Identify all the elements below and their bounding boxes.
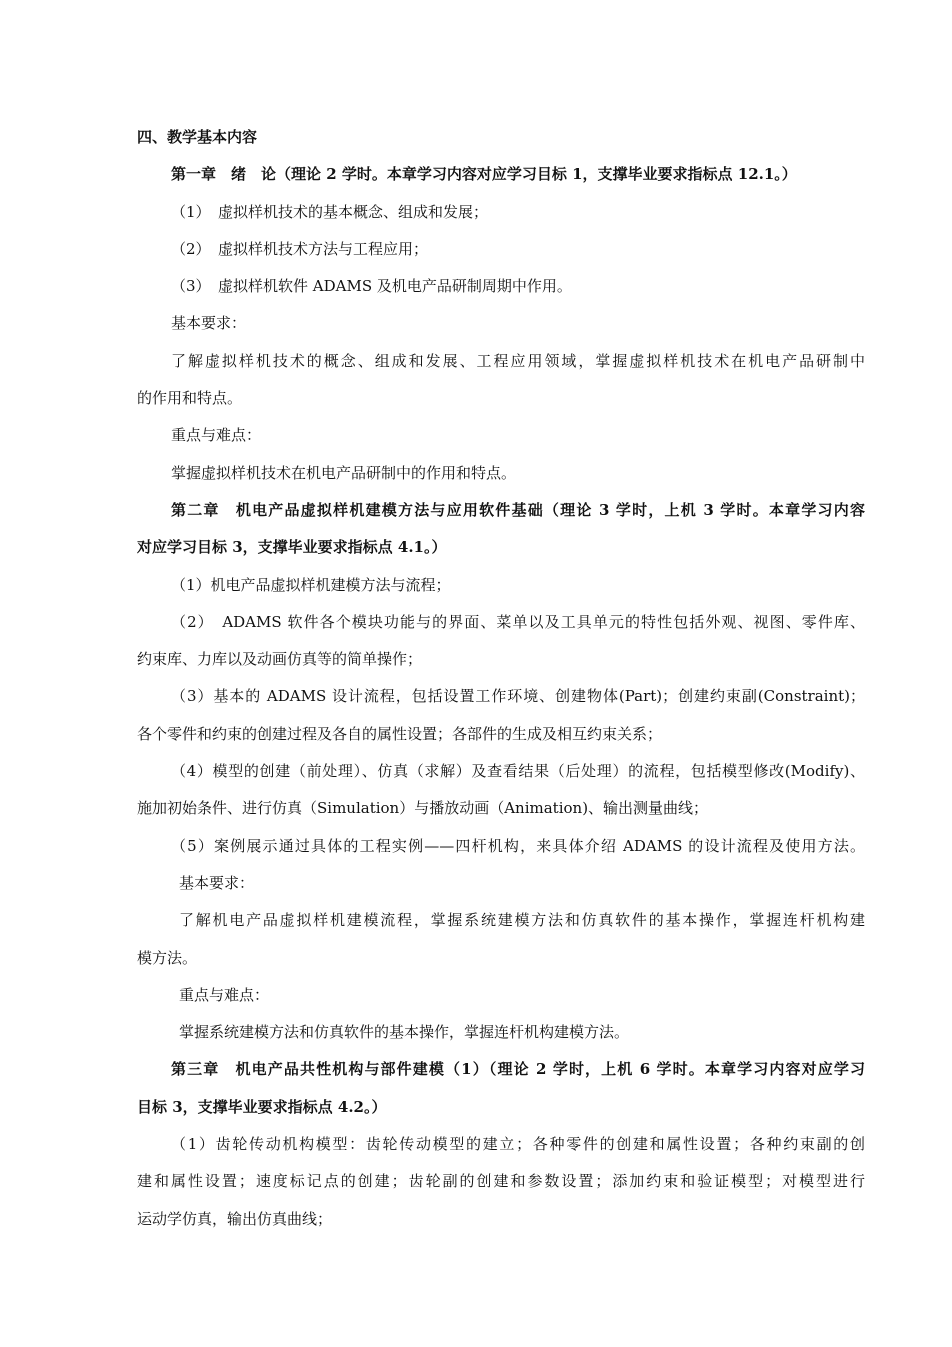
section-heading: 四、教学基本内容: [137, 128, 258, 146]
chapter-2-title-2: 对应学习目标 3，支撑毕业要求指标点 4.1。）: [137, 538, 447, 557]
chapter-1-item-1: （1） 虚拟样机技术的基本概念、组成和发展；: [171, 202, 489, 221]
chapter-2-item-4-line-2: 施加初始条件、进行仿真（Simulation）与播放动画（Animation)、输出测量曲线；: [137, 799, 709, 818]
chapter-2-requirements-label: 基本要求：: [179, 873, 255, 892]
chapter-2-key-points-label: 重点与难点：: [179, 985, 270, 1004]
chapter-2-item-1: （1）机电产品虚拟样机建模方法与流程；: [171, 575, 451, 594]
chapter-2-requirements-text-2: 模方法。: [137, 948, 198, 967]
chapter-1-requirements-label: 基本要求：: [171, 314, 247, 333]
chapter-1-key-points-text: 掌握虚拟样机技术在机电产品研制中的作用和特点。: [171, 463, 517, 482]
chapter-1-item-2: （2） 虚拟样机技术方法与工程应用；: [171, 239, 429, 258]
chapter-3-title-2: 目标 3，支撑毕业要求指标点 4.2。）: [137, 1097, 387, 1116]
chapter-2-item-2-line-2: 约束库、力库以及动画仿真等的简单操作；: [137, 650, 423, 669]
chapter-2-item-3-line-2: 各个零件和约束的创建过程及各自的属性设置；各部件的生成及相互约束关系；: [137, 724, 663, 743]
page-content: [137, 119, 865, 1238]
chapter-1-key-points-label: 重点与难点：: [171, 426, 262, 445]
chapter-1-requirements-text-2: 的作用和特点。: [137, 389, 243, 408]
chapter-3-title-1: 第三章 机电产品共性机构与部件建模（1）（理论 2 学时，上机 6 学时。本章学习内容对应学习: [171, 1060, 865, 1079]
chapter-2-item-4-line-1: （4）模型的创建（前处理）、仿真（求解）及查看结果（后处理）的流程，包括模型修改(Modify)、: [171, 762, 865, 781]
chapter-3-item-1-line-1: （1）齿轮传动机构模型：齿轮传动模型的建立；各种零件的创建和属性设置；各种约束副的创: [171, 1135, 865, 1154]
chapter-1-title: 第一章 绪 论（理论 2 学时。本章学习内容对应学习目标 1，支撑毕业要求指标点 12.1。）: [171, 165, 797, 184]
chapter-1-requirements-text-1: 了解虚拟样机技术的概念、组成和发展、工程应用领域，掌握虚拟样机技术在机电产品研制中: [171, 351, 865, 370]
chapter-2-requirements-text-1: 了解机电产品虚拟样机建模流程，掌握系统建模方法和仿真软件的基本操作，掌握连杆机构建: [179, 911, 865, 930]
chapter-2-item-5: （5）案例展示通过具体的工程实例——四杆机构，来具体介绍 ADAMS 的设计流程及使用方法。: [171, 836, 865, 855]
chapter-2-item-3-line-1: （3）基本的 ADAMS 设计流程，包括设置工作环境、创建物体(Part)；创建约束副(Constraint)；: [171, 687, 865, 706]
chapter-2-key-points-text: 掌握系统建模方法和仿真软件的基本操作，掌握连杆机构建模方法。: [179, 1023, 630, 1042]
chapter-3-item-1-line-2: 建和属性设置；速度标记点的创建；齿轮副的创建和参数设置；添加约束和验证模型；对模型进行: [137, 1172, 865, 1191]
chapter-3-item-1-line-3: 运动学仿真，输出仿真曲线；: [137, 1209, 333, 1228]
chapter-2-item-2-line-1: （2） ADAMS 软件各个模块功能与的界面、菜单以及工具单元的特性包括外观、视图、零件库、: [171, 612, 865, 631]
chapter-2-title-1: 第二章 机电产品虚拟样机建模方法与应用软件基础（理论 3 学时，上机 3 学时。本章学习内容: [171, 500, 865, 519]
chapter-1-item-3: （3） 虚拟样机软件 ADAMS 及机电产品研制周期中作用。: [171, 277, 572, 296]
